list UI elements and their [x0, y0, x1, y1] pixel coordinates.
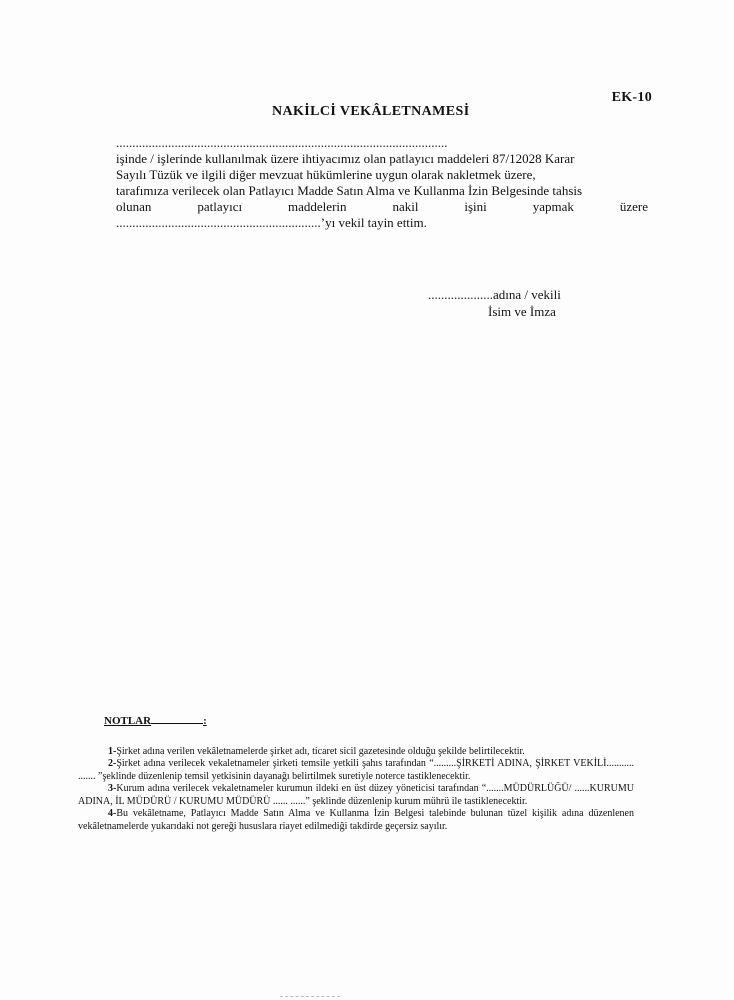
body-word: yapmak [532, 199, 574, 214]
note-item [78, 746, 634, 759]
body-line-4 [116, 199, 648, 215]
body-word: patlayıcı [197, 199, 243, 214]
notes-heading-colon: : [203, 715, 207, 727]
note-text: Kurum adına verilecek vekaletnameler kurumun ildeki en üst düzey yöneticisi tarafından “.......MÜDÜRLÜĞÜ/ ......KURUMU ADINA, İL MÜDÜRÜ / KURUMU MÜDÜRÜ ...... ......” şeklinde düzenlenip kurum mührü ile tastiklenecektir. [78, 783, 634, 807]
note-number: 4- [108, 808, 117, 819]
body-line-2: Sayılı Tüzük ve ilgili diğer mevzuat hükümlerine uygun olarak nakletmek üzere, [116, 167, 536, 182]
document-title: NAKİLCİ VEKÂLETNAMESİ [272, 104, 470, 119]
fill-in-dots-top: ...................................................................................................... [116, 135, 448, 150]
note-number: 2- [108, 758, 117, 769]
body-word: üzere [619, 199, 648, 214]
signature-on-behalf: ....................adına / vekili [428, 287, 561, 302]
signature-name-label: İsim ve İmza [488, 304, 556, 319]
note-item [78, 783, 634, 808]
note-number: 1- [108, 745, 117, 757]
notes-heading [104, 713, 207, 728]
body-word: maddelerin [288, 199, 347, 214]
signature-block [428, 286, 561, 320]
note-text: Bu vekâletname, Patlayıcı Madde Satın Alma ve Kullanma İzin Belgesi talebinde bulunan tüzel kişilik adına düzenlenen vekâletnamelerde yukarıdaki not gereği hususlara riayet edilmediği takdirde geçersiz sayılır. [78, 808, 634, 832]
body-line-3: tarafımıza verilecek olan Patlayıcı Madde Satın Alma ve Kullanma İzin Belgesinde tahsis [116, 183, 583, 198]
notes-heading-text: NOTLAR [104, 715, 152, 727]
notes-section [78, 713, 634, 833]
note-item [78, 758, 634, 783]
note-number: 3- [108, 783, 117, 794]
body-word: olunan [116, 199, 152, 214]
note-text: Şirket adına verilen vekâletnamelerde şirket adı, ticaret sicil gazetesinde olduğu şekilde belirtilecektir. [116, 745, 525, 757]
note-text: Şirket adına verilecek vekaletnameler şirketi temsile yetkili şahıs tarafından “.........ŞİRKETİ ADINA, ŞİRKET VEKİLİ........... ....... ”şeklinde düzenlenip temsil yetkisinin dayanağı belirtilmek suretiyle noterce tastiklenecektir. [78, 758, 634, 782]
body-word: nakil [392, 199, 419, 214]
body-line-1: işinde / işlerinde kullanılmak üzere ihtiyacımız olan patlayıcı maddeleri 87/12028 Karar [116, 151, 575, 166]
body-word: işini [464, 199, 487, 214]
document-code: EK-10 [611, 90, 652, 105]
page-bottom-mark [280, 996, 340, 997]
body-line-5: ...............................................................’yı vekil tayin ettim. [116, 215, 427, 230]
note-item [78, 808, 634, 833]
document-body [116, 135, 648, 231]
notes-heading-underline [151, 713, 203, 724]
